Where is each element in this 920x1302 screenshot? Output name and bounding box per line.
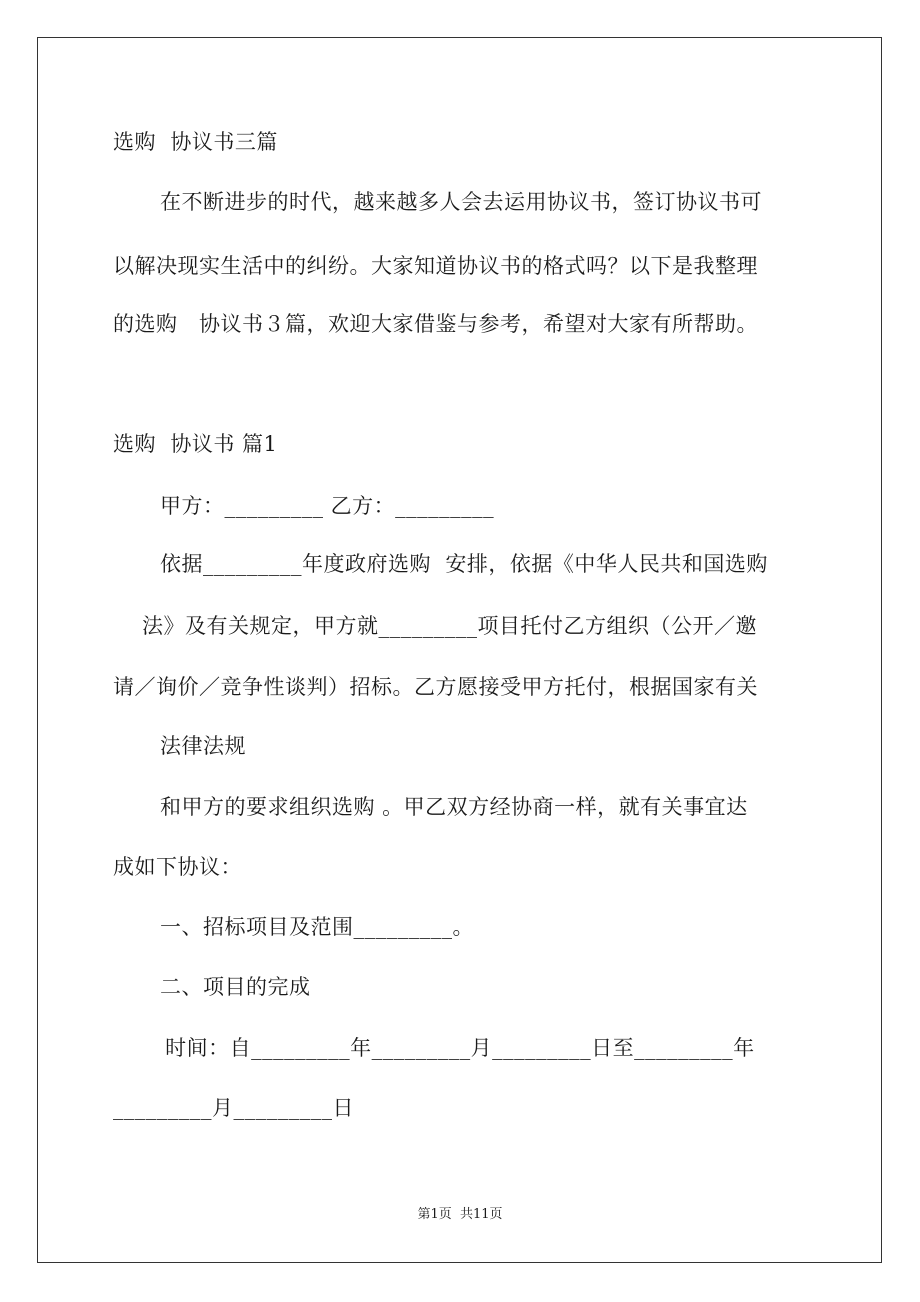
body-line: 法》及有关规定，甲方就_________项目托付乙方组织（公开／邀 [142, 614, 757, 638]
document-title: 选购 协议书三篇 [113, 130, 278, 154]
clause-2: 二、项目的完成 [160, 975, 311, 999]
clause-1: 一、招标项目及范围_________。 [160, 915, 474, 939]
body-line: 法律法规 [160, 734, 246, 758]
parties-line: 甲方：_________ 乙方：_________ [160, 494, 495, 518]
intro-line-2: 以解决现实生活中的纠纷。大家知道协议书的格式吗？以下是我整理 [113, 254, 758, 278]
time-line: 时间：自_________年_________月_________日至_________年 [158, 1036, 755, 1060]
body-line: 依据_________年度政府选购 安排，依据《中华人民共和国选购 [160, 552, 768, 576]
page-frame [37, 37, 882, 1263]
intro-line-1: 在不断进步的时代，越来越多人会去运用协议书，签订协议书可 [160, 190, 762, 214]
time-line-cont: _________月_________日 [113, 1096, 354, 1120]
section-heading: 选购 协议书 篇1 [113, 432, 278, 456]
page-number: 第1页 共11页 [417, 1207, 503, 1222]
body-line: 和甲方的要求组织选购 。甲乙双方经协商一样，就有关事宜达 [160, 795, 748, 819]
body-line: 成如下协议： [113, 855, 242, 879]
body-line: 请／询价／竞争性谈判）招标。乙方愿接受甲方托付，根据国家有关 [113, 675, 758, 699]
intro-line-3: 的选购 协议书３篇，欢迎大家借鉴与参考，希望对大家有所帮助。 [113, 312, 759, 336]
